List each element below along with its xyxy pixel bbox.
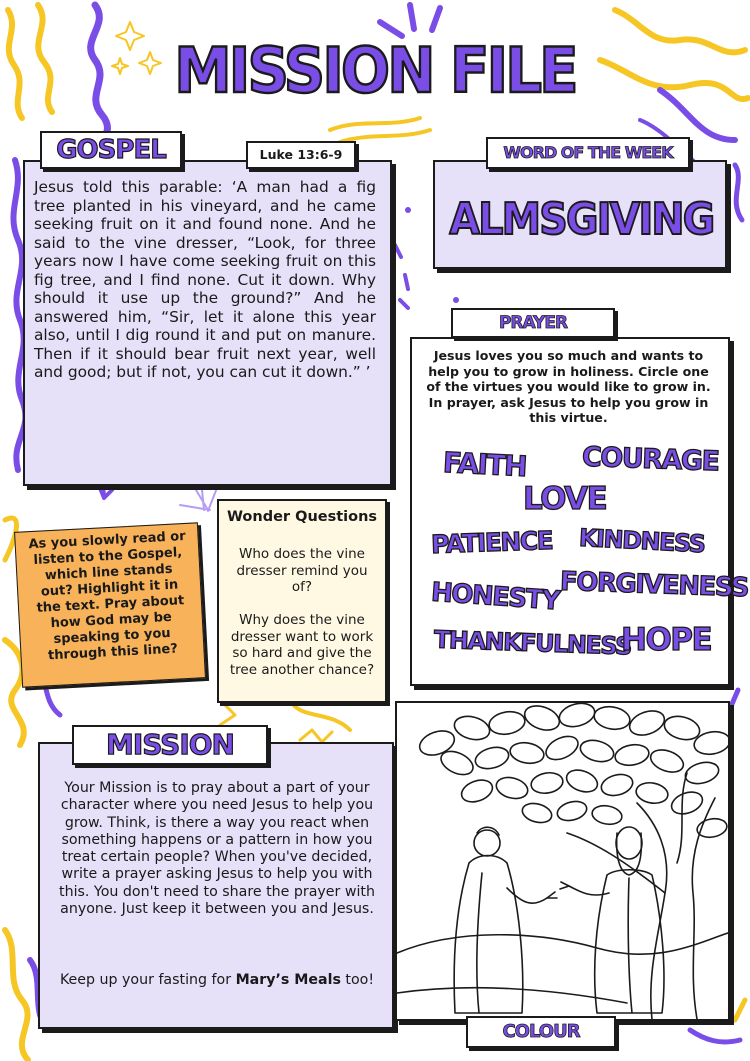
word-of-week: ALMSGIVING (449, 194, 714, 245)
highlight-note-text: As you slowly read or listen to the Gospel, which line stands out? Highlight it in the text. Pray about how God may be speaking to you through this line? (28, 528, 186, 664)
prayer-label: PRAYER (451, 308, 615, 338)
virtue-honesty[interactable]: HONESTY (430, 577, 561, 617)
marys-meals: Mary’s Meals (235, 972, 341, 988)
fasting-reminder (56, 972, 378, 989)
wonder-questions-title: Wonder Questions (226, 509, 378, 525)
virtue-kindness[interactable]: KINDNESS (578, 523, 706, 559)
virtue-love[interactable]: LOVE (523, 481, 607, 517)
virtue-forgiveness[interactable]: FORGIVENESS (559, 566, 749, 604)
mission-text: Your Mission is to pray about a part of your character where you need Jesus to help you grow. Think, is there a way you react when something happens or a pattern in how you treat certain people? When you've decided, write a prayer asking Jesus to help you with this. You don't need to share the prayer with anyone. Just keep it between you and Jesus. (59, 780, 375, 918)
wonder-question-2: Why does the vine dresser want to work so hard and give the tree another chance? (229, 612, 375, 678)
gospel-label: GOSPEL (40, 131, 182, 169)
virtue-hope[interactable]: HOPE (621, 622, 712, 658)
wonder-question-1: Who does the vine dresser remind you of? (236, 546, 368, 595)
virtue-faith[interactable]: FAITH (442, 445, 527, 484)
gospel-text: Jesus told this parable: ‘A man had a fig tree planted in his vineyard, and he came seeking fruit on it and found none. And he said to the vine dresser, “Look, for three years now I have come seeking fruit on this fig tree, and I find none. Cut it down. Why should it use up the ground?” And he answered him, “Sir, let it alone this year also, until I dig round it and put on manure. Then if it should bear fruit next year, well and good; but if not, you can cut it down.” ’ (34, 178, 376, 381)
fasting-reminder-start: Keep up your fasting for (59, 972, 236, 988)
virtue-thankfulness[interactable]: THANKFULNESS (433, 625, 632, 661)
virtue-courage[interactable]: COURAGE (581, 441, 719, 478)
mission-label: MISSION (72, 725, 268, 765)
colour-label: COLOUR (466, 1016, 616, 1048)
prayer-text: Jesus loves you so much and wants to help you to grow in holiness. Circle one of the virtues you would like to grow in. In prayer, ask Jesus to help you grow in this virtue. (426, 348, 711, 425)
page-title: MISSION FILE (174, 34, 576, 107)
fasting-reminder-end: too! (340, 972, 375, 988)
gospel-reference: Luke 13:6-9 (246, 141, 356, 169)
word-of-week-label: WORD OF THE WEEK (486, 137, 690, 169)
fig-tree-illustration (397, 703, 728, 1019)
virtue-patience[interactable]: PATIENCE (430, 525, 553, 560)
colouring-image[interactable] (395, 701, 730, 1021)
